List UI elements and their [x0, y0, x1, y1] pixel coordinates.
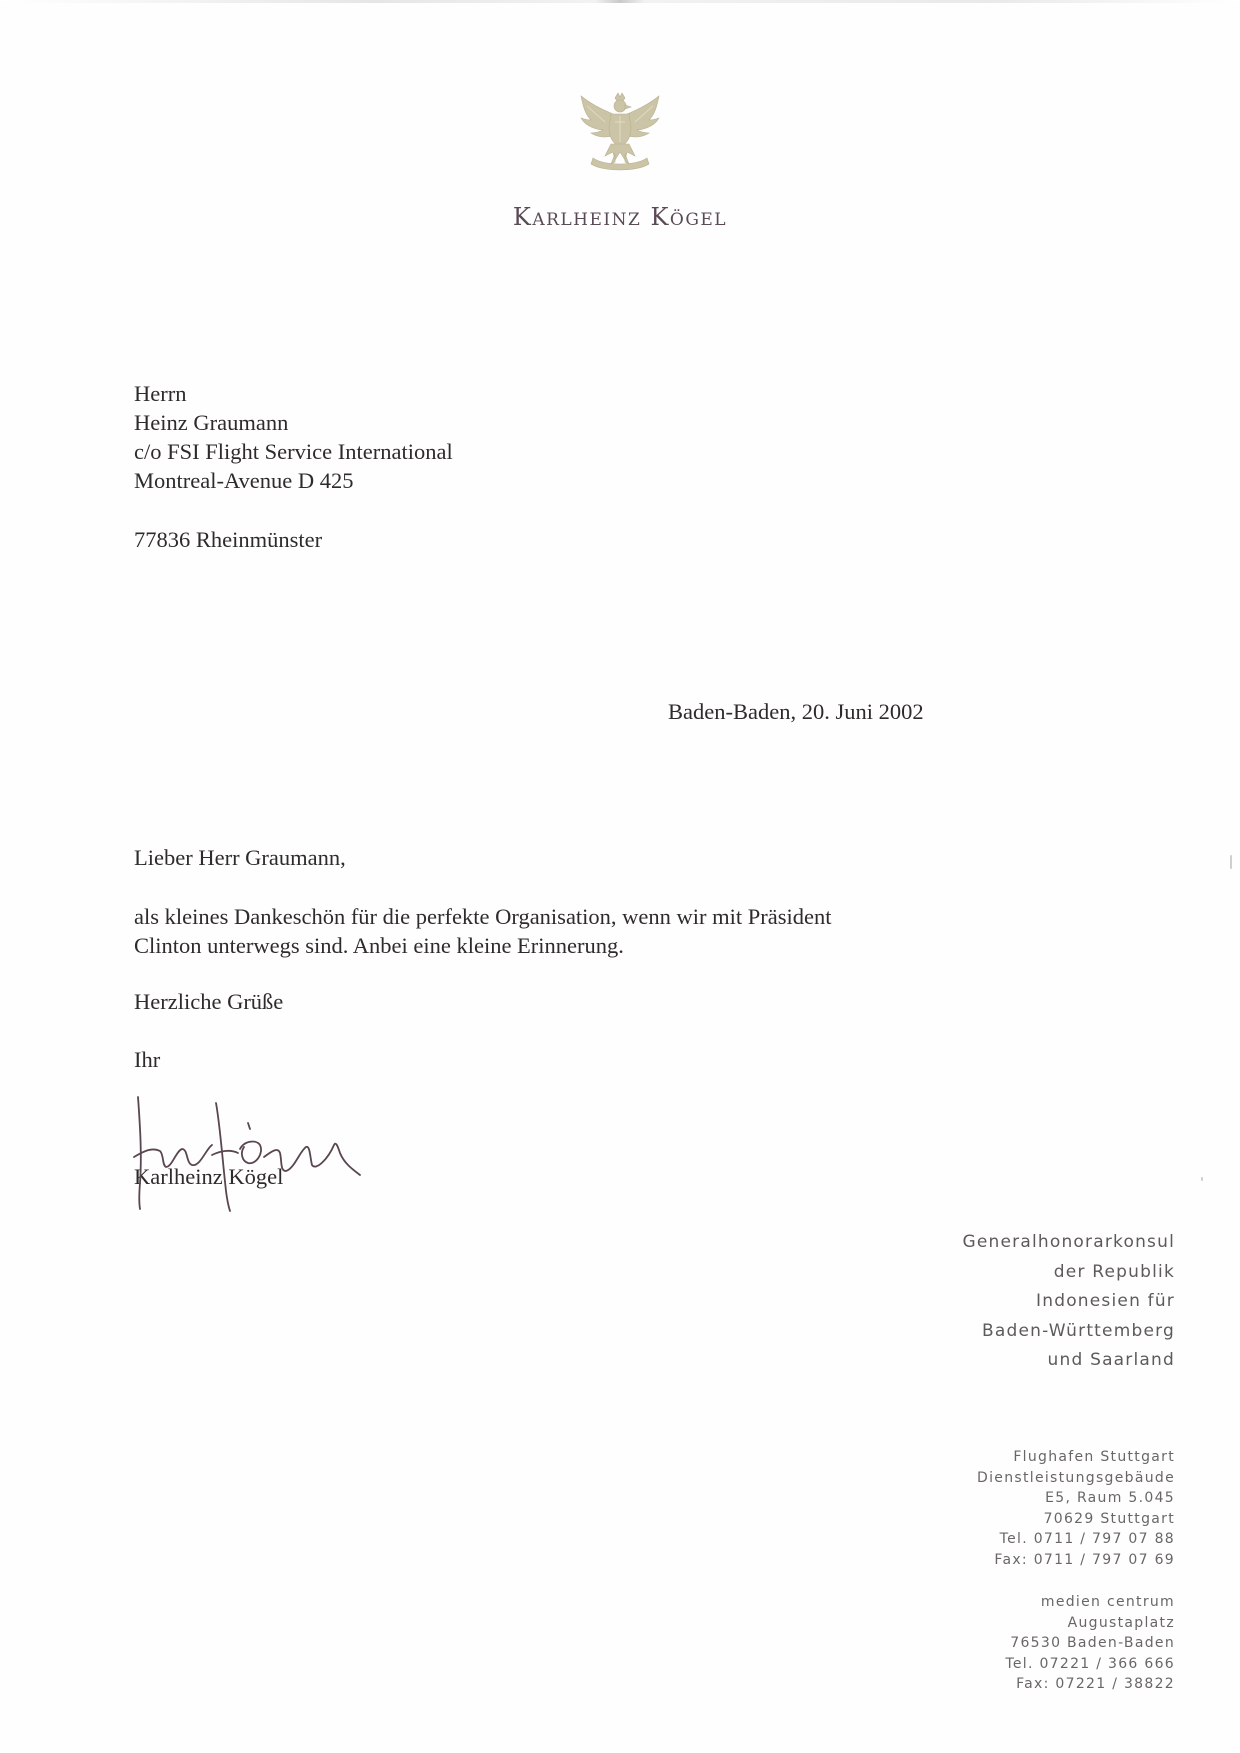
scan-speck: [1201, 1177, 1203, 1181]
consul-line: Generalhonorarkonsul: [962, 1232, 1175, 1252]
closing: Herzliche Grüße: [134, 989, 284, 1014]
address-line: Augustaplatz: [1067, 1614, 1175, 1631]
address-line: 70629 Stuttgart: [1043, 1510, 1175, 1527]
garuda-eagle-emblem-icon: [575, 92, 665, 182]
letter-body: [134, 902, 954, 960]
address-line: medien centrum: [1040, 1594, 1175, 1610]
scan-speck: [1230, 855, 1232, 869]
handwritten-signature: [130, 1095, 390, 1215]
address-line: Dienstleistungsgebäude: [977, 1469, 1175, 1486]
salutation: Lieber Herr Graumann,: [134, 845, 346, 870]
recipient-line: Heinz Graumann: [134, 410, 289, 435]
address-line: E5, Raum 5.045: [1045, 1490, 1175, 1507]
consul-line: der Republik: [1053, 1261, 1175, 1282]
body-line: Clinton unterwegs sind. Anbei eine kleine Erinnerung.: [134, 933, 624, 958]
recipient-postal-city: 77836 Rheinmünster: [134, 527, 323, 552]
consul-line: Baden-Württemberg: [982, 1320, 1175, 1341]
address-line: 76530 Baden-Baden: [1010, 1635, 1175, 1652]
closing-ihr: Ihr: [134, 1047, 161, 1072]
signer-name: Karlheinz Kögel: [134, 1164, 284, 1189]
address-baden-baden: [1005, 1592, 1175, 1695]
address-line: Fax: 07221 / 38822: [1016, 1676, 1175, 1693]
scan-top-edge: [0, 0, 1240, 3]
recipient-line: Herrn: [134, 381, 187, 406]
recipient-address: [134, 379, 453, 495]
letterhead-name: Karlheinz Kögel: [512, 203, 728, 231]
recipient-line: c/o FSI Flight Service International: [134, 439, 453, 464]
address-line: Flughafen Stuttgart: [1013, 1449, 1175, 1465]
address-line: Tel. 0711 / 797 07 88: [999, 1531, 1175, 1548]
consul-line: Indonesien für: [1036, 1291, 1175, 1311]
body-line: als kleines Dankeschön für die perfekte Organisation, wenn wir mit Präsident: [134, 904, 832, 929]
consul-line: und Saarland: [1047, 1350, 1175, 1370]
recipient-line: Montreal-Avenue D 425: [134, 468, 354, 493]
address-stuttgart: [977, 1447, 1175, 1571]
letter-date: Baden-Baden, 20. Juni 2002: [668, 699, 924, 724]
address-line: Tel. 07221 / 366 666: [1005, 1655, 1175, 1672]
consul-title-block: [962, 1228, 1175, 1376]
address-line: Fax: 0711 / 797 07 69: [994, 1551, 1175, 1568]
